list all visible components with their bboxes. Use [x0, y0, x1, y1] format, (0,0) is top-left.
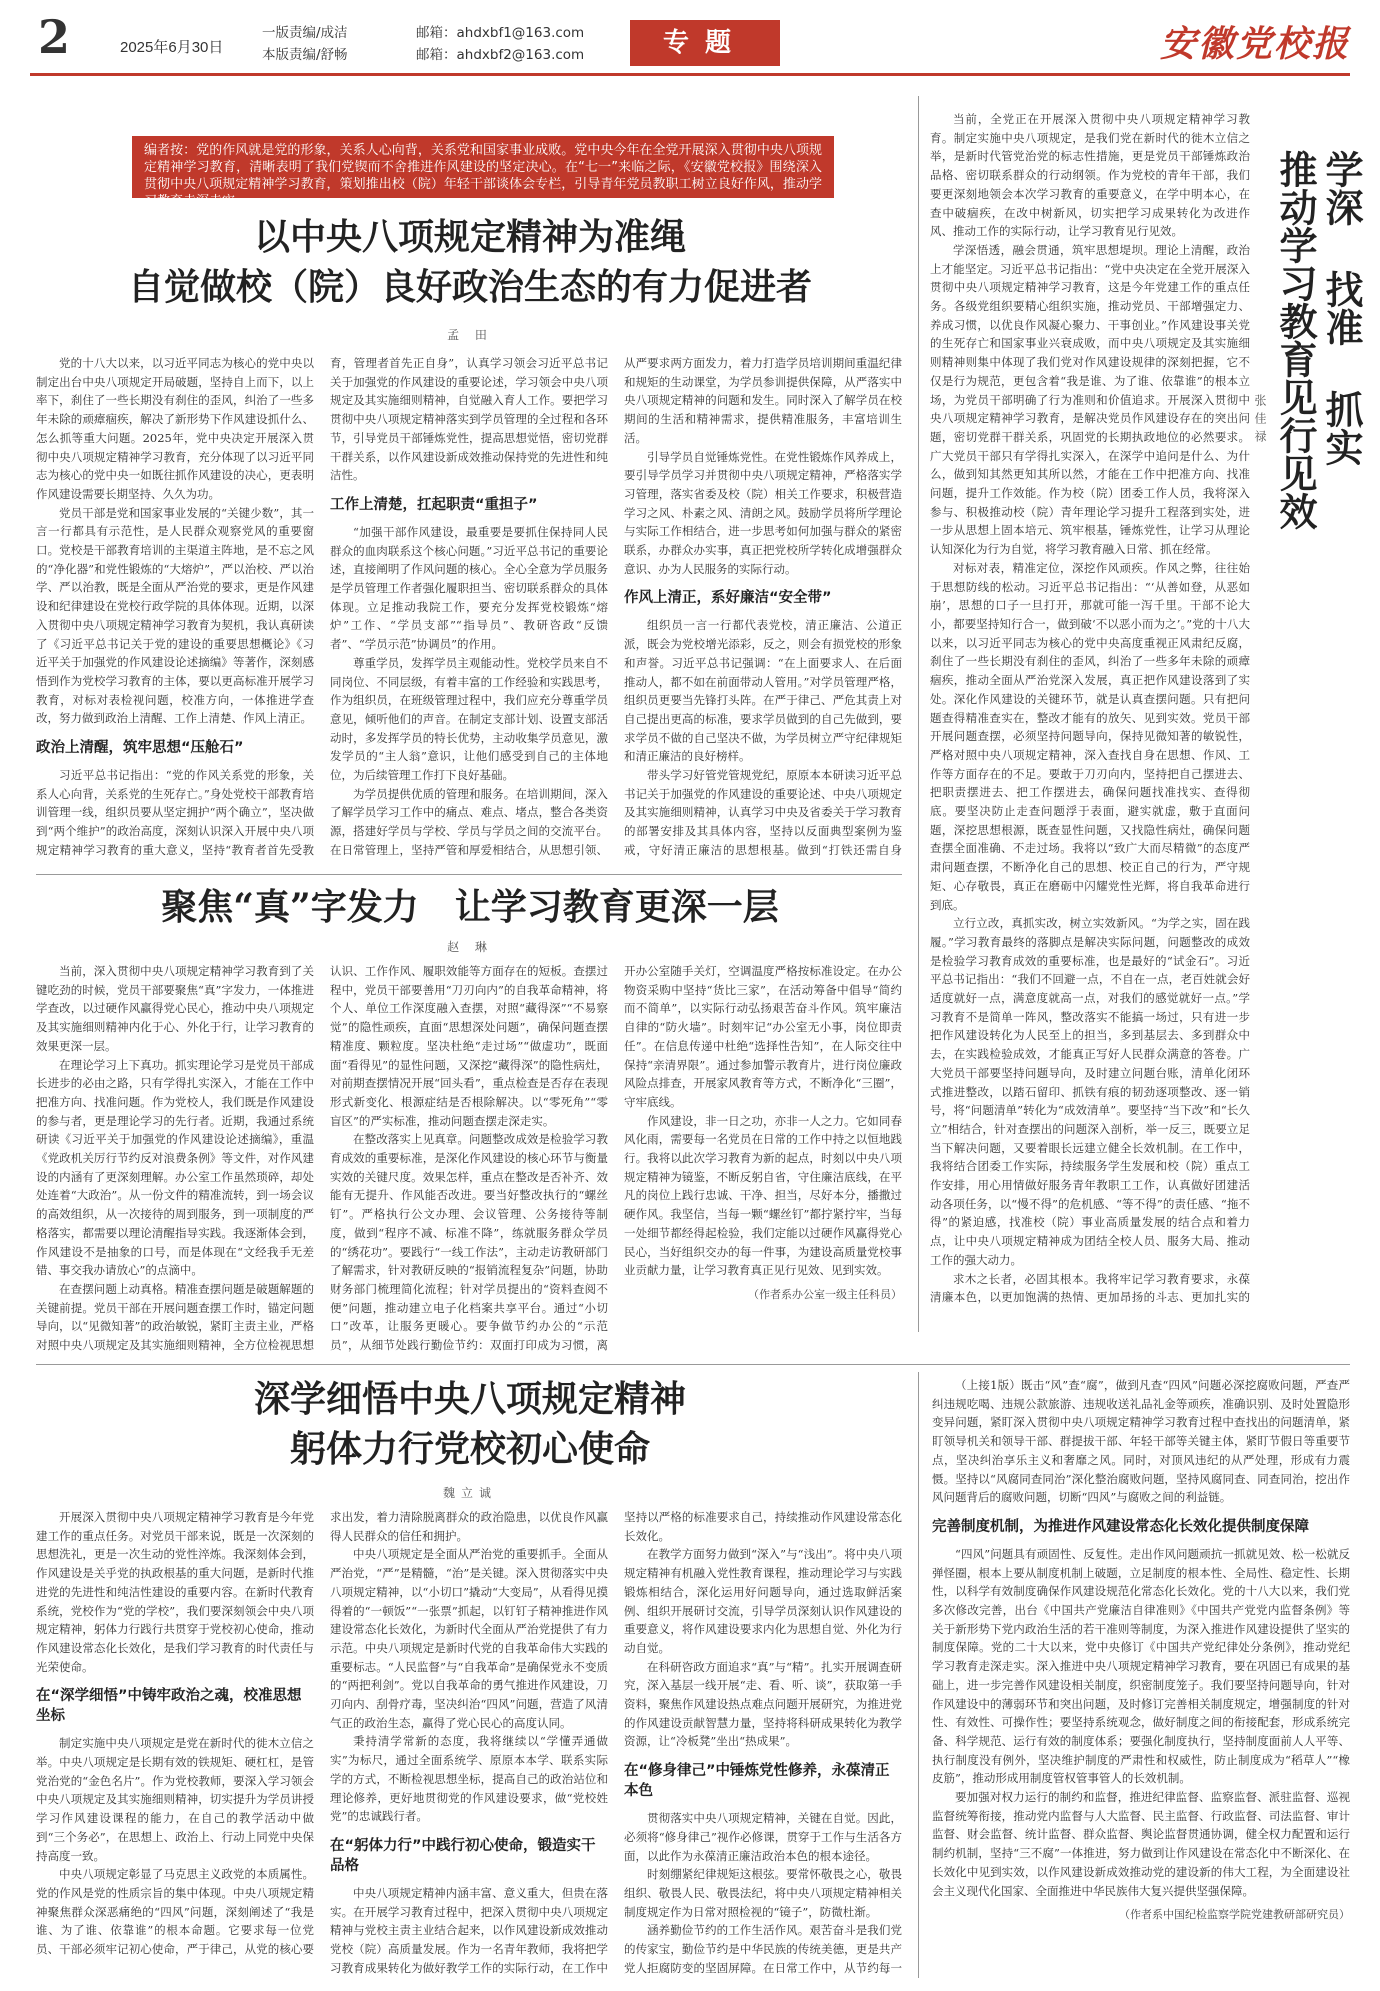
article4-title-line2: 躬体力行党校初心使命 — [289, 1428, 650, 1470]
paragraph: 在教学方面努力做到“深入”与“浅出”。将中央八项规定精神有机融入党性教育课程，推动理论学习与实践锻炼相结合，深化运用好问题导向，通过选取鲜活案例、组织开展研讨交流，引导学员深刻认识作风建设的重要意义，将作风建设要求内化为思想自觉、外化为行动自觉。 — [624, 1547, 902, 1655]
article2-title: 聚焦“真”字发力 让学习教育更深一层 — [161, 886, 779, 928]
article3-body — [930, 110, 1250, 1332]
article1-body — [36, 354, 902, 866]
column-divider — [918, 1372, 919, 1978]
subheading: 政治上清醒，筑牢思想“压舱石” — [36, 740, 244, 757]
article1-title-line2: 自觉做校（院）良好政治生态的有力促进者 — [127, 266, 812, 308]
paragraph: “四风”问题具有顽固性、反复性。走出作风问题顽抗一抓就见效、松一松就反弹怪圈，根本上要从制度机制上破题，立足制度的根本性、全局性、稳定性、长期性，以科学有效制度确保作风建设规范化常态化长效化。党的十八大以来，我们党多次修改完善，出台《中国共产党廉洁自律准则》《中国共产党党内监督条例》等关于新形势下党内政治生活的若干准则等制度，为深入推进作风建设提供了坚实的制度保障。党的二十大以来，党中央修订《中国共产党纪律处分条例》，推动党纪学习教育走深走实。深入推进中央八项规定精神学习教育，要在巩固已有成果的基础上，进一步完善作风建设相关制度，织密制度笼子。我们要坚持问题导向，针对作风建设中的薄弱环节和突出问题，及时修订完善相关制度规定，增强制度的针对性、有效性、可操作性；要坚持系统观念，做好制度之间的衔接配套，形成系统完备、科学规范、运行有效的制度体系；要强化制度执行，坚持制度面前人人平等、执行制度没有例外，坚决维护制度的严肃性和权威性，防止制度成为“稻草人”“橡皮筋”，推动形成用制度管权管事管人的长效机制。 — [932, 1546, 1350, 1786]
article3-title-part4: 推动学习教育见行见效 — [1273, 150, 1318, 530]
author-note: （作者系办公室一级主任科员） — [748, 1287, 902, 1301]
paragraph: 党的十八大以来，以习近平同志为核心的党中央以制定出台中央八项规定开局破题，坚持自上而下，以上率下，刹住了一些长期没有刹住的歪风，纠治了一些多年未除的顽瘴痼疾，解决了新形势下作风建设抓什么、怎么抓等重大问题。2025年，党中央决定开展深入贯彻中央八项规定精神学习教育，充分体现了以习近平同志为核心的党中央一如既往抓作风建设的决心，更表明作风建设需要长期坚持、久久为功。 — [36, 356, 314, 501]
paragraph: 当前，全党正在开展深入贯彻中央八项规定精神学习教育。制定实施中央八项规定，是我们党在新时代的徙木立信之举，是新时代管党治党的标志性措施，更是党员干部锤炼政治品格、密切联系群众的行动纲领。作为党校的青年干部，我们要更深刻地领会本次学习教育的重要意义，在学中明本心，在查中破痼疾，在改中树新风，切实把学习成果转化为改进作风、推动工作的实际行动，让学习教育见行见效。 — [930, 112, 1250, 239]
paragraph: “加强干部作风建设，最重要是要抓住保持同人民群众的血肉联系这个核心问题。”习近平总书记的重要论述，直接阐明了作风问题的核心。全心全意为学员服务是学员管理工作者强化履职担当、密切联系群众的具体体现。立足推动我院工作，要充分发挥党校锻炼“熔炉”工作、“学员支部”“指导员”、教研咨政“反馈者”、“学员示范”协调员”的作用。 — [330, 524, 608, 652]
article1-author: 孟 田 — [447, 328, 493, 342]
paragraph: 时刻绷紧纪律规矩这根弦。要常怀敬畏之心，敬畏组织、敬畏人民、敬畏法纪，将中央八项规定精神相关制度规定作为日常对照检视的“镜子”，防微杜渐。 — [624, 1867, 902, 1919]
column-divider — [918, 96, 919, 1332]
article5-body — [932, 1376, 1350, 1978]
editor-note: 编者按：党的作风就是党的形象，关系人心向背，关系党和国家事业成败。党中央今年在全党开展深入贯彻中央八项规定精神学习教育，清晰表明了我们党锲而不舍推进作风建设的坚定决心。在“七一”来临之际，《安徽党校报》围绕深入贯彻中央八项规定精神学习教育，策划推出校（院）年轻干部谈体会专栏，引导青年党员教职工树立良好作风，推动学习教育走深走实。 — [132, 136, 834, 198]
article4-title-line1: 深学细悟中央八项规定精神 — [253, 1378, 686, 1420]
paragraph: 在查摆问题上动真格。精准查摆问题是破题解题的关键前提。党员干部在开展问题查摆工作时，锚定问题导向，以“见微知著”的政治敏锐，紧盯主责主业，严格对照中央八项规定及其实施细则精神，全方位检视思想认识、工作作风、履职效能等方面存在的短板。查摆过程中，党员干部要善用“刀刃向内”的自我革命精神，将个人、单位工作深度融入查摆，对照“藏得深”“不易察觉”的隐性顽疾，直面“思想深处问题”，确保问题查摆精准度、颗粒度。坚决杜绝“走过场”“做虚功”，既面面“看得见”的显性问题，又深挖“藏得深”的隐性病灶，对前期查摆情况开展“回头看”，重点检查是否存在表现形式新变化、根源症结是否根除解决。以“零死角”“零盲区”的严实标准，推动问题查摆走深走实。 — [36, 964, 608, 1353]
paragraph: 作风建设，非一日之功，亦非一人之力。它如同春风化雨，需要每一名党员在日常的工作中持之以恒地践行。我将以此次学习教育为新的起点，时刻以中央八项规定精神为镜鉴，不断反躬自省，守住廉洁底线，在平凡的岗位上践行忠诚、干净、担当，尽好本分，播撒过硬作风。我坚信，当每一颗“螺丝钉”都拧紧拧牢，当每一处细节都经得起检验，我们定能以过硬作风赢得党心民心，当好组织交办的每一件事，为建设高质量党校事业贡献力量，让学习教育真正见行见效、见到实效。 — [624, 1113, 902, 1278]
subheading: 在“修身律己”中锤炼党性修养，永葆清正本色 — [624, 1763, 890, 1800]
paragraph: 为学员提供优质的管理和服务。在培训期间，深入了解学员学习工作中的痛点、难点、堵点，整合各类资源，搭建好学员与学校、学员与学员之间的交流平台。在日常管理上，坚持严管和厚爱相结合，从思想引领、从严要求两方面发力，着力打造学员培训期间重温纪律和规矩的生动课堂，为学员参训提供保障，从严落实中央八项规定精神的问题和发生。同时深入了解学员在校期间的生活和精神需求，提供精准服务，丰富培训生活。 — [330, 356, 902, 857]
paragraph: 中央八项规定精神内涵丰富、意义重大，但贵在落实。在开展学习教育过程中，把深入贯彻中央八项规定精神与党校主责主业结合起来，以作风建设新成效推动党校（院）高质量发展。作为一名青年教师，我将把学习教育成果转化为做好教学工作的实际行动，在工作中坚持以严格的标准要求自己，持续推动作风建设常态化长效化。 — [330, 1510, 902, 1975]
subheading: 工作上清楚，扛起职责“重担子” — [330, 496, 538, 513]
paragraph: 在理论学习上下真功。抓实理论学习是党员干部成长进步的必由之路，只有学得扎实深入，才能在工作中把准方向、找准问题。作为党校人，我们既是作风建设的参与者，更是理论学习的先行者。近期，我通过系统研读《习近平关于加强党的作风建设论述摘编》，重温《党政机关厉行节约反对浪费条例》等文件，对作风建设的内涵有了更深刻理解。办公室工作虽然琐碎，却处处连着“大政治”。从一份文件的精准流转，到一场会议的高效组织，从一次接待的周到服务，到一项制度的严格落实，都需要以理论清醒指导实践。我逐渐体会到，作风建设不是抽象的口号，而是体现在“文经我手无差错、事交我办请放心”的点滴中。 — [36, 1057, 314, 1278]
paragraph: 要加强对权力运行的制约和监督，推进纪律监督、监察监督、派驻监督、巡视监督统筹衔接，推动党内监督与人大监督、民主监督、行政监督、司法监督、审计监督、财会监督、统计监督、群众监督、舆论监督贯通协调，健全权力配置和运行制约机制，坚持“三不腐”一体推进，努力做到让作风建设在常态化中不断深化、在长效化中见到实效，以作风建设新成效推动党的建设新的伟大工程，为全面建设社会主义现代化国家、全面推进中华民族伟大复兴提供坚强保障。 — [932, 1790, 1350, 1898]
article3-title-part1: 学深 — [1319, 150, 1364, 226]
paragraph: 立行立改，真抓实改，树立实效新风。“为学之实，固在践履。”学习教育最终的落脚点是解决实际问题，问题整改的成效是检验学习教育成效的重要标准，也是最好的“试金石”。习近平总书记指出：“我们不回避一点，不自在一点，老百姓就会好适度就好一点，满意度就高一点，对我们的感觉就好一点。”学习教育不是简单一阵风，整改落实不能搞一场过，只有进一步把作风建设转化为人民至上的担当，多到基层去、多到群众中去，在实践检验成效，才能真正写好人民群众满意的答卷。广大党员干部要坚持问题导向，及时建立问题台账，清单化闭环式推进整改，以踏石留印、抓铁有痕的韧劲逐项整改、逐一销号，将“问题清单”转化为“成效清单”。要坚持“当下改”和“长久立”相结合，针对查摆出的问题深入剖析，举一反三，既要立足当下解决问题，又要着眼长远建立健全长效机制。在工作中，我将结合团委工作实际，持续服务学生发展和校（院）重点工作安排，用心用情做好服务青年教职工工作，认真做好团建活动各项任务，以“慢不得”的危机感、“等不得”的责任感、“拖不得”的紧迫感，找准校（院）事业高质量发展的结合点和着力点，让中央八项规定精神成为团结全校人员、服务大局、推动工作的强大动力。 — [930, 916, 1250, 1267]
masthead — [30, 10, 1350, 76]
page-number: 2 — [38, 10, 71, 64]
paragraph: 组织员一言一行都代表党校，清正廉洁、公道正派，既会为党校增光添彩，反之，则会有损党校的形象和声誉。习近平总书记强调：“在上面要求人、在后面推动人，都不如在前面带动人管用。”对学员管理严格，组织员更要当先锋打头阵。在严于律己、严危其责上对自己提出更高的标准，要求学员做到的自己先做到，要求学员不做的自己坚决不做，为学员树立严守纪律规矩和清正廉洁的良好榜样。 — [624, 618, 902, 764]
paragraph: 中央八项规定彰显了马克思主义政党的本质属性。党的作风是党的性质宗旨的集中体现。中央八项规定精神聚焦群众深恶痛绝的“四风”问题，深刻阐述了“我是谁、为了谁、依靠谁”的根本命题。它要求每一位党员、干部必须牢记初心使命，严于律己，从党的核心要求出发，着力清除脱离群众的政治隐患，以优良作风赢得人民群众的信任和拥护。 — [36, 1510, 608, 1957]
paragraph: 贯彻落实中央八项规定精神，关键在自觉。因此，必须将“修身律己”视作必修课，贯穿于工作与生活各方面，以此作为永葆清正廉洁政治本色的根本途径。 — [624, 1811, 902, 1863]
email-info — [416, 22, 584, 66]
paragraph: （上接1版）既击“风”查“腐”，做到凡查“四风”问题必深挖腐败问题，严查严纠违规吃喝、违规公款旅游、违规收送礼品礼金等顽疾，准确识别、及时处置隐形变异问题，紧盯深入贯彻中央八项规定精神学习教育过程中查找出的问题清单，紧盯领导机关和领导干部、群提拔干部、年轻干部等关键主体，紧盯节假日等重要节点，坚决纠治享乐主义和奢靡之风。同时，对顶风违纪的从严处理，形成有力震慑。坚持以“风腐同查同治”深化整治腐败问题，坚持风腐同查、同查同治，挖出作风问题背后的腐败问题，切断“四风”与腐败之间的利益链。 — [932, 1378, 1350, 1505]
newspaper-logo: 安徽党校报 — [1159, 23, 1350, 65]
subheading: 完善制度机制，为推进作风建设常态化长效化提供制度保障 — [932, 1518, 1309, 1535]
paragraph: 制定实施中央八项规定是党在新时代的徙木立信之举。中央八项规定是长期有效的铁规矩、硬杠杠，是管党治党的“金色名片”。作为党校教师，要深入学习领会中央八项规定及其实施细则精神，切实提升为学员讲授学习作风建设课程的能力，在自己的教学活动中做到“三个务必”，在思想上、政治上、行动上同党中央保持高度一致。 — [36, 1736, 314, 1863]
article2-body — [36, 962, 902, 1358]
paragraph: 带头学习好管党管规党纪，原原本本研读习近平总书记关于加强党的作风建设的重要论述、中央八项规定及其实施细则精神，认真学习中央及省委关于学习教育的部署安排及其具体内容，坚持以反面典型案例为鉴戒，守好清正廉洁的思想根基。做到“打铁还需自身 — [624, 768, 902, 857]
paragraph: 在整改落实上见真章。问题整改成效是检验学习教育成效的重要标准，是深化作风建设的核心环节与衡量实效的关键尺度。效果怎样，重点在整改是否补齐、效能有无提升、作风能否改进。要当好整改执行的“螺丝钉”。严格执行公文办理、会议管理、公务接待等制度，做到“程序不减、标准不降”，练就服务群众学员的“绣花功”。要践行“一线工作法”，主动走访教研部门了解需求，针对教研反映的“报销流程复杂”问题，协助财务部门梳理简化流程；针对学员提出的“资料查阅不便”问题，推动建立电子化档案共享平台。通过“小切口”改革，让服务更暖心。要争做节约办公的“示范员”，从细节处践行勤俭节约：双面打印成为习惯，离开办公室随手关灯，空调温度严格按标准设定。在办公物资采购中坚持“货比三家”，在活动筹备中倡导“简约而不简单”，以实际行动弘扬艰苦奋斗作风。筑牢廉洁自律的“防火墙”。时刻牢记“办公室无小事，岗位即责任”。在信息传递中杜绝“选择性告知”，在人际交往中保持“亲清界限”。通过参加警示教育片，进行岗位廉政风险点排查，开展家风教育等方式，不断净化“三圈”，守牢底线。 — [330, 964, 902, 1353]
paragraph: 尊重学员，发挥学员主观能动性。党校学员来自不同岗位、不同层级，有着丰富的工作经验和实践思考，作为组织员，在班级管理过程中，我们应充分尊重学员意见，倾听他们的声音。在制定支部计划、设置支部活动时，多发挥学员的特长优势，主动收集学员意见，激发学员的“主人翁”意识，让他们感受到自己的主体地位，为后续管理工作打下良好基础。 — [330, 655, 608, 783]
paragraph: 习近平总书记指出：“党的作风关系党的形象，关系人心向背，关系党的生死存亡。”身处党校干部教育培训管理一线，组织员要从坚定拥护“两个确立”，坚决做到“两个维护”的政治高度，深刻认识深入开展中央八项规定精神学习教育的重大意义，坚持“教育者首先受教育，管理者首先正自身”，认真学习领会习近平总书记关于加强党的作风建设的重要论述，学习领会中央八项规定及其实施细则精神，自觉融入育人工作。要把学习贯彻中央八项规定精神落实到学员管理的全过程和各环节，引导党员干部锤炼党性，提高思想觉悟，密切党群干群关系，以作风建设新成效推动保持党的先进性和纯洁性。 — [36, 356, 608, 857]
paragraph: 引导学员自觉锤炼党性。在党性锻炼作风养成上，要引导学员学习并贯彻中央八项规定精神，严格落实学习管理，落实省委及校（院）相关工作要求，积极营造学习之风、朴素之风、清朗之风。鼓励学员将所学理论与实际工作相结合，进一步思考如何加强与群众的紧密联系，办群众办实事，真正把党校所学转化成增强群众意识、办为人民服务的实际行动。 — [624, 449, 902, 576]
paragraph: 中央八项规定是全面从严治党的重要抓手。全面从严治党，“严”是精髓，“治”是关键。深入贯彻落实中央八项规定精神，以“小切口”撬动“大变局”，从看得见摸得着的“一顿饭”“一张票”抓起，以钉钉子精神推进作风建设常态化长效化，为新时代全面从严治党提供了有力示范。中央八项规定是新时代党的自我革命伟大实践的重要标志。“人民监督”与“自我革命”是确保党永不变质的“两把利剑”。党以自我革命的勇气推进作风建设，刀刃向内、刮骨疗毒，坚决纠治“四风”问题，营造了风清气正的政治生态，赢得了党心民心的高度认同。 — [330, 1547, 608, 1730]
paragraph: 秉持清学常新的态度，我将继续以“学懂弄通做实”为标尺，通过全面系统学、原原本本学、联系实际学的方式，不断检视思想坐标，提高自己的政治站位和理论修养，更好地贯彻党的作风建设要求，做“党校姓党”的忠诚践行者。 — [330, 1734, 608, 1824]
article1-title-line1: 以中央八项规定精神为准绳 — [253, 216, 686, 258]
divider — [36, 874, 902, 875]
article2-author: 赵 琳 — [447, 940, 493, 954]
article4-headline — [40, 1374, 900, 1474]
email-line-2: 邮箱：ahdxbf2@163.com — [416, 47, 585, 63]
email-line-1: 邮箱：ahdxbf1@163.com — [416, 25, 585, 41]
editor-line-1: 一版责编/成洁 — [262, 25, 348, 41]
article4-author: 魏立诚 — [442, 1486, 497, 1500]
article3-title-part2: 找准 — [1319, 270, 1364, 346]
subheading: 在“深学细悟”中铸牢政治之魂，校准思想坐标 — [36, 1688, 302, 1725]
issue-date: 2025年6月30日 — [120, 39, 224, 56]
section-label: 专题 — [630, 20, 780, 66]
article3-author: 张佳禄 — [1253, 394, 1267, 448]
article4-body — [36, 1508, 902, 1978]
author-note: （作者系中国纪检监察学院党建教研部研究员） — [1119, 1908, 1350, 1922]
paragraph: 学深悟透，融会贯通，筑牢思想堤坝。理论上清醒，政治上才能坚定。习近平总书记指出：“党中央决定在全党开展深入贯彻中央八项规定精神学习教育，这是今年党建工作的重点任务。各级党组织要精心组织实施，推动党员、干部增强定力、养成习惯，以优良作风凝心聚力、干事创业。”作风建设事关党的生死存亡和国家事业兴衰成败，而中央八项规定及其实施细则精神则集中体现了我们党对作风建设规律的深刻把握，它不仅是行为规范，更包含着“我是谁、为了谁、依靠谁”的根本立场，为党员干部明确了行为准则和价值追求。开展深入贯彻中央八项规定精神学习教育，是解决党员作风建设存在的突出问题，密切党群干群关系，巩固党的长期执政地位的必然要求。广大党员干部只有学得扎实深入，在深学中追问是什么、为什么，做到知其然更知其所以然，才能在工作中把准方向、找准问题，提升工作效能。作为校（院）团委工作人员，我将深入参与、积极推动校（院）青年理论学习提升工程落到实处，进一步从思想上固本培元、筑牢根基，锤炼党性，让学习从理论认知深化为行为自觉，将学习教育融入日常、抓在经常。 — [930, 242, 1250, 557]
paragraph: 对标对表，精准定位，深挖作风顽疾。作风之弊，往往始于思想防线的松动。习近平总书记指出：“‘从善如登，从恶如崩’，思想的口子一旦打开，那就可能一泻千里。干部不论大小，都要坚持知行合一，做到破‘不以恶小而为之’。”党的十八大以来，以习近平同志为核心的党中央高度重视正风肃纪反腐，刹住了一些长期没有刹住的歪风，纠治了一些多年未除的顽瘴痼疾，推动全面从严治党深入发展，真正把作风建设落到了实处。深化作风建设的关键环节，就是认真查摆问题。只有把问题查得精准查实在，整改才能有的放矢、见到实效。党员干部开展问题查摆，必须坚持问题导向，保持见微知著的敏锐性，严格对照中央八项规定精神，深入查找自身在思想、作风、工作等方面存在的不足。要敢于刀刃向内，坚持把自己摆进去、把职责摆进去、把工作摆进去，确保问题找准找实、查得彻底。要坚决防止走查问题浮于表面，避实就虚，敷于直面问题，深挖思想根源，既查显性问题，又找隐性病灶，确保问题查摆全面准确、不走过场。我将以“致广大而尽精微”的态度严肃问题查摆，不断净化自己的思想、校正自己的行为，严守规矩、心存敬畏，真正在磨砺中闪耀党性光辉，将自我革命进行到底。 — [930, 560, 1250, 912]
article1-headline — [40, 212, 900, 312]
paragraph: 求木之长者，必固其根本。我将牢记学习教育要求，永葆清廉本色，以更加饱满的热情、更加昂扬的斗志、更加扎实的 — [930, 1271, 1250, 1305]
paragraph: 党员干部是党和国家事业发展的“关键少数”，其一言一行都具有示范性，是人民群众观察党风的重要窗口。党校是干部教育培训的主渠道主阵地，是不忘之风的“净化器”和党性锻炼的“大熔炉”，严以治校、严以治学、严以治教，既是全面从严治党的要求，更是作风建设和纪律建设在党校行政学院的具体体现。近期，以深入贯彻中央八项规定精神学习教育为契机，我认真研读了《习近平总书记关于党的建设的重要思想概论》《习近平关于加强党的作风建设论述摘编》等著作，深刻感悟到作为党校学习教育的主体，要以更高标准开展学习教育，对标对表检视问题，校准方向，一体推进学查改，努力做到政治上清醒、工作上清楚、作风上清正。 — [36, 505, 314, 726]
article3-title-part3: 抓实 — [1319, 390, 1364, 466]
paragraph: 在科研咨政方面追求“真”与“精”。扎实开展调查研究，深入基层一线开展“走、看、听、谈”，获取第一手资料，聚焦作风建设热点难点问题开展研究，为推进党的作风建设贡献智慧力量，坚持将科研成果转化为教学资源，让“冷板凳”坐出“热成果”。 — [624, 1659, 902, 1749]
paragraph: 当前，深入贯彻中央八项规定精神学习教育到了关键吃劲的时候，党员干部要聚焦“真”字发力，一体推进学查改，以过硬作风赢得党心民心，推动中央八项规定及其实施细则精神内化于心、外化于行，让学习教育的效果更深一层。 — [36, 964, 314, 1053]
paragraph: 开展深入贯彻中央八项规定精神学习教育是今年党建工作的重点任务。对党员干部来说，既是一次深刻的思想洗礼，更是一次生动的党性淬炼。我深刻体会到，作风建设是关乎党的执政根基的重大问题，是新时代推进党的先进性和纯洁性建设的重要内容。在新时代教育系统，党校作为“党的学校”，我们要深刻领会中央八项规定精神，躬体力行践行共贯穿于党校初心使命，推动作风建设常态化长效化，是我们学习教育的时代责任与光荣使命。 — [36, 1510, 314, 1674]
subheading: 在“躬体力行”中践行初心使命，锻造实干品格 — [330, 1837, 596, 1874]
divider — [36, 1364, 1350, 1365]
subheading: 作风上清正，系好廉洁“安全带” — [624, 590, 832, 607]
paragraph: 涵养勤俭节约的工作生活作风。艰苦奋斗是我们党的传家宝，勤俭节约是中华民族的传统美德，更是共产党人拒腐防变的坚固屏障。在日常工作中，从节约每一 — [624, 1923, 902, 1975]
editor-info — [262, 22, 348, 66]
editor-line-2: 本版责编/舒畅 — [262, 47, 348, 63]
